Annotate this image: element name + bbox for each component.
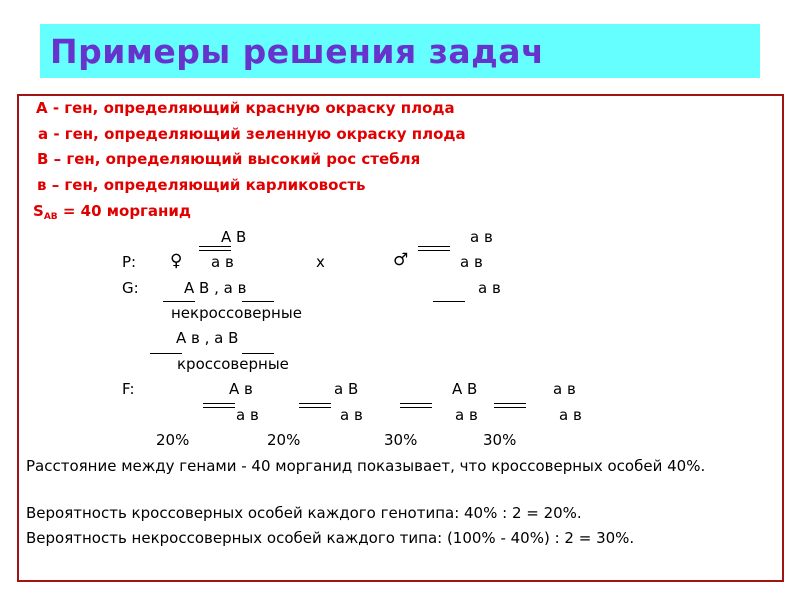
noncross-label: некроссоверные [171, 304, 302, 322]
male-icon: ♂ [393, 250, 409, 270]
p-right-bar [418, 246, 450, 251]
distance-line: $S_{АВ} = 40$ морганид [33, 202, 191, 222]
gamete-bar [242, 353, 274, 354]
f-genotype-top-3: А В [452, 380, 478, 398]
g-male-gametes: а в [478, 279, 501, 297]
gamete-bar [163, 301, 195, 302]
offspring-bar [400, 403, 432, 408]
f-genotype-bottom-2: а в [340, 406, 363, 424]
gene-line-4: в – ген, определяющий карликовость [37, 176, 366, 194]
gamete-bar [433, 301, 465, 302]
explanation-paragraph-2: Вероятность кроссоверных особей каждого генотипа: 40% : 2 = 20%. [26, 504, 582, 522]
offspring-bar [203, 403, 235, 408]
f-genotype-bottom-4: а в [559, 406, 582, 424]
offspring-bar [494, 403, 526, 408]
p-top-left: А В [221, 228, 247, 246]
percent-4: 30% [483, 431, 517, 449]
f-genotype-top-1: А в [229, 380, 253, 398]
f-genotype-bottom-1: а в [236, 406, 259, 424]
explanation-paragraph-1: Расстояние между генами - 40 морганид показывает, что кроссоверных особей 40%. [26, 457, 706, 475]
gamete-bar [150, 353, 182, 354]
offspring-bar [299, 403, 331, 408]
gene-line-2: а - ген, определяющий зеленную окраску плода [38, 125, 466, 143]
gene-line-3: В – ген, определяющий высокий рос стебля [37, 150, 421, 168]
p-left-bar [199, 246, 231, 251]
explanation-paragraph-3: Вероятность некроссоверных особей каждого типа: (100% - 40%) : 2 = 30%. [26, 529, 635, 547]
gamete-bar [242, 301, 274, 302]
f-genotype-top-4: а в [553, 380, 576, 398]
slide-title: Примеры решения задач [50, 32, 545, 71]
percent-1: 20% [156, 431, 190, 449]
cross-gametes: А в , а В [176, 329, 239, 347]
g-label: G: [122, 279, 139, 297]
p-top-right: а в [470, 228, 493, 246]
g-noncross-gametes: А В , а в [184, 279, 247, 297]
p-bottom-left: а в [211, 253, 234, 271]
f-genotype-top-2: а В [334, 380, 359, 398]
p-label: Р: [122, 253, 137, 271]
cross-symbol: х [316, 253, 325, 271]
f-genotype-bottom-3: а в [455, 406, 478, 424]
percent-2: 20% [267, 431, 301, 449]
p-bottom-right: а в [460, 253, 483, 271]
cross-label: кроссоверные [177, 355, 289, 373]
female-icon: ♀ [170, 251, 183, 271]
gene-line-1: А - ген, определяющий красную окраску плода [36, 99, 455, 117]
percent-3: 30% [384, 431, 418, 449]
f-label: F: [122, 380, 135, 398]
